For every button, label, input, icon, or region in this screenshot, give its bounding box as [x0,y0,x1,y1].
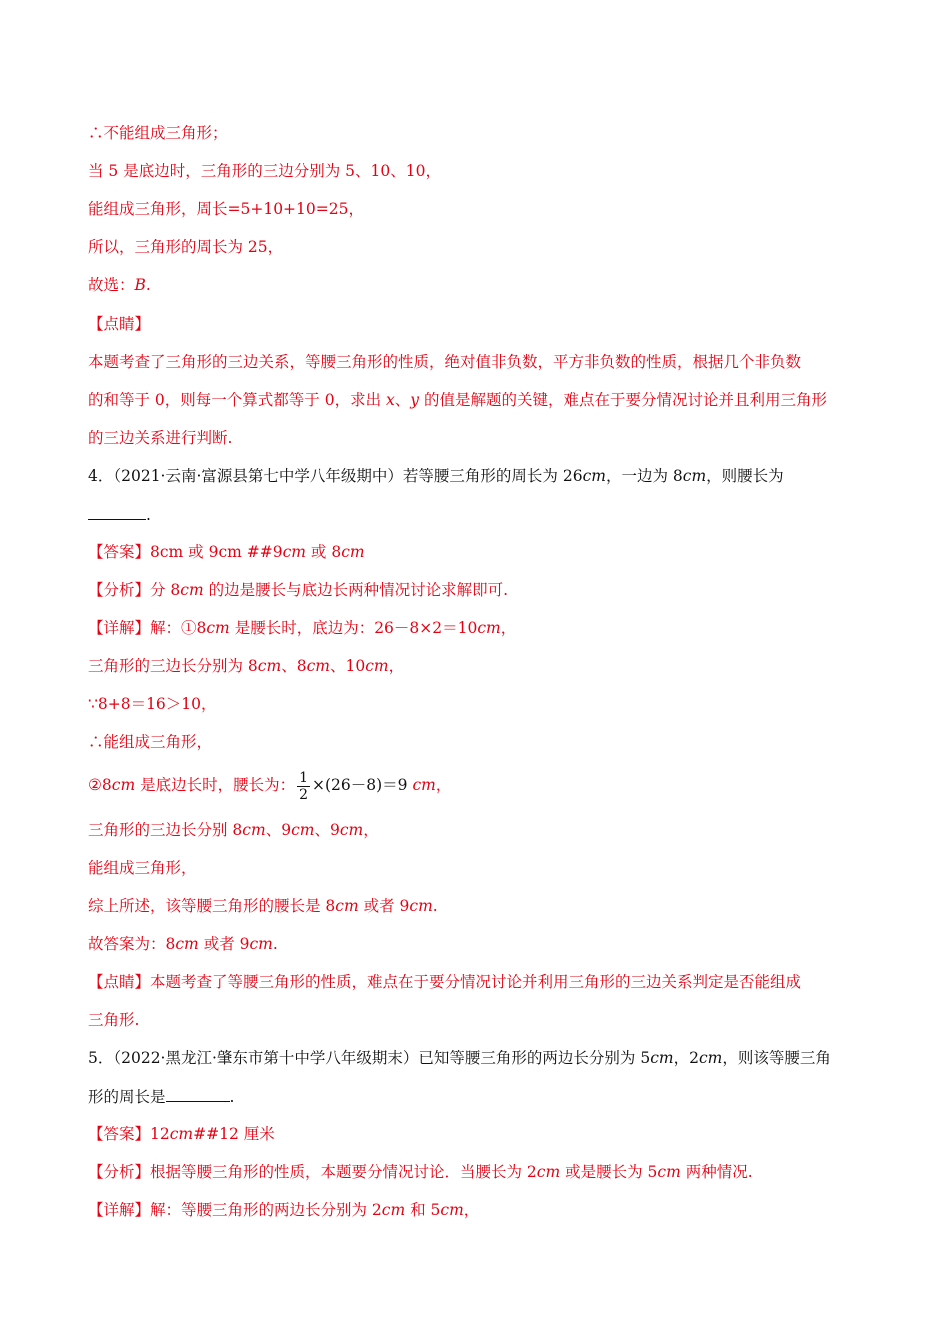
line-text: 【点睛】 [88,315,151,333]
unit: cm [365,657,389,675]
unit: cm [306,657,330,675]
line-text: . [145,276,151,294]
text-line [88,857,197,879]
line-text: 【分析】根据等腰三角形的性质，本题要分情况讨论．当腰长为 2 [88,1163,537,1181]
line-text: . [272,935,278,953]
choice-letter: B [134,276,146,294]
line-text: 和 5 [405,1201,441,1219]
line-text: . [432,897,438,915]
text-line [88,693,217,715]
text-line [88,655,404,677]
line-text: 【点睛】本题考查了等腰三角形的性质，难点在于要分情况讨论并利用三角形的三边关系判定是否能组成 [88,973,802,991]
line-text: 的三边关系进行判断. [88,429,233,447]
unit: cm [650,1049,674,1067]
line-text: 【答案】8cm 或 9cm ##9 [88,543,283,561]
detail-line [88,617,516,639]
fraction [297,770,310,803]
line-text: 、9 [265,821,292,839]
question-5 [88,1047,831,1069]
answer-blank [166,1085,230,1102]
text-line [88,819,379,841]
line-text: ， [388,657,405,675]
line-text: 或者 9 [358,897,410,915]
line-text: 三角形的三边长分别为 8 [88,657,258,675]
unit: cm [477,619,501,637]
variable: y [410,391,420,409]
line-text: 故答案为：8 [88,935,176,953]
unit: cm [257,657,282,675]
answer-line [88,1123,275,1145]
line-text: 【答案】12 [88,1125,170,1143]
line-text: 或 8 [306,543,342,561]
text-line [88,198,364,220]
line-text: 、9 [314,821,340,839]
formula-line [88,768,451,803]
text-line [88,236,283,258]
line-text: 两种情况. [680,1163,753,1181]
answer-choice-line [88,274,151,296]
line-text: ， [363,821,379,839]
line-text: 或是腰长为 5 [560,1163,658,1181]
question-4-blank [88,503,151,526]
line-text: ， [463,1201,480,1219]
line-text: ∴能组成三角形， [88,733,213,751]
unit: cm [412,776,436,794]
answer-blank [88,503,146,520]
line-text: 【详解】解：等腰三角形的两边长分别为 2 [88,1201,382,1219]
analysis-line [88,579,508,601]
line-text: 能组成三角形，周长=5+10+10=25， [88,200,364,218]
unit: cm [339,821,364,839]
unit: cm [169,1125,194,1143]
line-text: 、10 [329,657,366,675]
comment-line [88,971,801,993]
unit: cm [682,467,707,485]
unit: cm [335,897,359,915]
unit: cm [175,935,199,953]
line-text: 是底边长时，腰长为： [135,776,296,794]
answer-line [88,541,365,563]
text-line [88,731,212,753]
line-text: 、 [394,391,411,409]
line-text: 【详解】解：①8 [88,619,207,637]
unit: cm [242,821,266,839]
unit: cm [582,467,606,485]
text-line [88,427,232,449]
text-line [88,351,801,373]
line-text: ②8 [88,776,112,794]
variable: x [386,391,395,409]
unit: cm [249,935,273,953]
section-label-comment [88,313,150,335]
line-text: ， [435,776,452,794]
line-text: 所以，三角形的周长为 25， [88,238,284,256]
line-text: ，则该等腰三角 [722,1049,831,1067]
line-text: 形的周长是 [88,1088,166,1106]
line-text: . [229,1088,235,1106]
unit: cm [409,897,433,915]
math-expression: ×(26－8)＝9 [312,776,413,794]
line-text: ，2 [673,1049,699,1067]
line-text: 、8 [281,657,307,675]
line-text: 本题考查了三角形的三边关系，等腰三角形的性质，绝对值非负数，平方非负数的性质，根据几个非负数 [88,353,802,371]
unit: cm [111,776,136,794]
analysis-line [88,1161,753,1183]
fraction-numerator: 1 [299,769,309,786]
unit: cm [536,1163,561,1181]
unit: cm [341,543,365,561]
text-line [88,389,827,411]
line-text: ，则腰长为 [706,467,784,485]
text-line [88,122,228,144]
line-text: 5．（2022·黑龙江·肇东市第十中学八年级期末）已知等腰三角形的两边长分别为 5 [88,1049,651,1067]
detail-line [88,1199,479,1221]
unit: cm [657,1163,681,1181]
unit: cm [698,1049,723,1067]
line-text: 4．（2021·云南·富源县第七中学八年级期中）若等腰三角形的周长为 26 [88,467,583,485]
line-text: 的和等于 0，则每一个算式都等于 0，求出 [88,391,387,409]
line-text: 综上所述，该等腰三角形的腰长是 8 [88,897,336,915]
line-text: 故选： [88,276,135,294]
line-text: 能组成三角形， [88,859,197,877]
line-text: ∴不能组成三角形； [88,124,228,142]
text-line [88,160,441,182]
text-line [88,933,278,955]
line-text: ##12 厘米 [193,1125,275,1143]
line-text: 的值是解题的关键，难点在于要分情况讨论并且利用三角形 [419,391,827,409]
line-text: 三角形的三边长分别 8 [88,821,243,839]
unit: cm [291,821,315,839]
line-text: 的边是腰长与底边长两种情况讨论求解即可. [203,581,509,599]
unit: cm [282,543,306,561]
line-text: 三角形. [88,1011,140,1029]
line-text: ，一边为 8 [605,467,683,485]
text-line [88,895,438,917]
question-5-blank [88,1085,234,1108]
unit: cm [381,1201,406,1219]
unit: cm [440,1201,464,1219]
line-text: ， [500,619,517,637]
line-text: 或者 9 [198,935,250,953]
fraction-denominator: 2 [299,786,309,803]
question-4 [88,465,784,487]
line-text: ∵8+8＝16＞10， [88,695,217,713]
unit: cm [206,619,230,637]
line-text: . [146,506,151,524]
line-text: 是腰长时，底边为：26－8×2＝10 [229,619,478,637]
text-line [88,1009,139,1031]
line-text: 当 5 是底边时，三角形的三边分别为 5、10、10， [88,162,441,180]
line-text: 【分析】分 8 [88,581,181,599]
unit: cm [180,581,204,599]
